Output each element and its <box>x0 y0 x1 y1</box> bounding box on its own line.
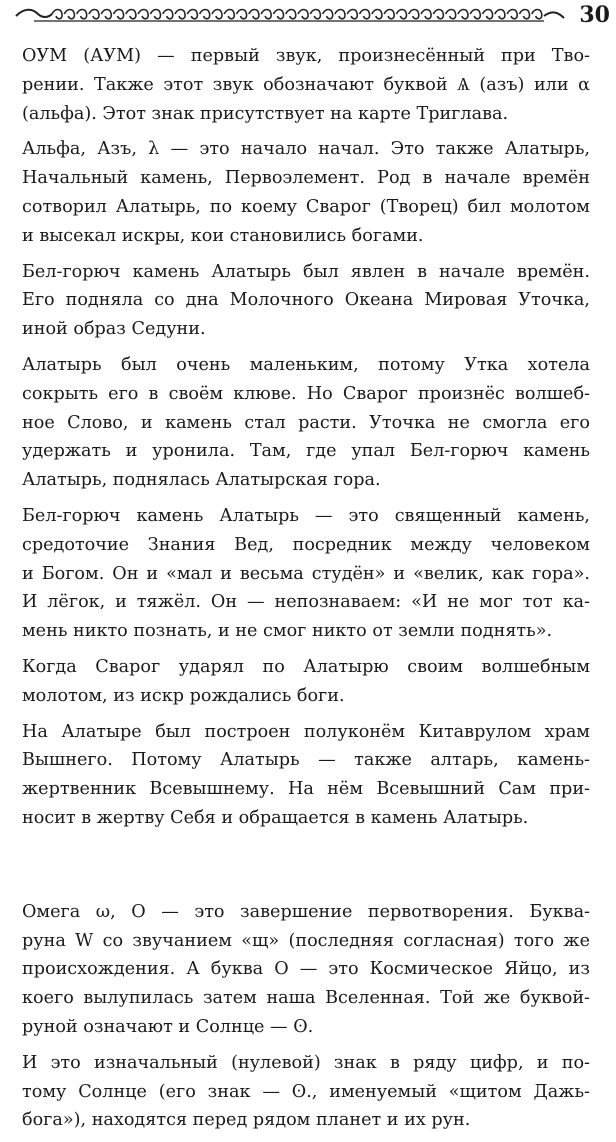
paragraph <box>22 135 590 250</box>
body-text <box>22 42 590 1142</box>
text-line: сокрыть его в своём клюве. Но Сварог произнёс волшеб- <box>22 383 590 404</box>
text-line: и высекал искры, кои становились богами. <box>22 225 424 246</box>
text-line: происхождения. А буква О — это Космическое Яйцо, из <box>22 959 590 980</box>
text-line: иной образ Седуни. <box>22 319 206 340</box>
text-line: мень никто познать, и не смог никто от земли поднять». <box>22 621 553 642</box>
text-line: удержать и уронила. Там, где упал Бел-горюч камень <box>22 441 590 462</box>
text-line: руной означают и Солнце — ʘ. <box>22 1016 314 1037</box>
text-line: и Богом. Он и «мал и весьма студён» и «велик, как гора». <box>22 563 590 584</box>
text-line: бога»), находятся перед рядом планет и их рун. <box>22 1110 471 1131</box>
text-line: Алатырь был очень маленьким, потому Утка хотела <box>22 354 590 375</box>
paragraph <box>22 258 590 344</box>
paragraph <box>22 351 590 495</box>
paragraph <box>22 42 590 128</box>
text-line: Начальный камень, Первоэлемент. Род в начале времён <box>22 168 590 189</box>
page-header <box>14 2 610 28</box>
text-line: сотворил Алатырь, по коему Сварог (Творец) бил молотом <box>22 196 590 217</box>
text-line: (альфа). Этот знак присутствует на карте Триглава. <box>22 103 509 124</box>
text-line: средоточие Знания Вед, посредник между человеком <box>22 534 590 555</box>
paragraph <box>22 718 590 833</box>
text-line: жертвенник Всевышнему. На нём Всевышний Сам при- <box>22 779 590 800</box>
text-line: Бел-горюч камень Алатырь был явлен в начале времён. <box>22 261 590 282</box>
paragraph <box>22 653 590 711</box>
text-line: молотом, из искр рождались боги. <box>22 685 345 706</box>
text-line: И это изначальный (нулевой) знак в ряду цифр, и по- <box>22 1052 590 1073</box>
wave-ornament-icon <box>14 6 566 26</box>
paragraph <box>22 502 590 646</box>
text-line: И лёгок, и тяжёл. Он — непознаваем: «И не мог тот ка- <box>22 592 590 613</box>
text-line: Его подняла со дна Молочного Океана Мировая Уточка, <box>22 290 590 311</box>
text-line: ОУМ (АУМ) — первый звук, произнесённый при Тво- <box>22 46 590 66</box>
text-line: Вышнего. Потому Алатырь — также алтарь, камень- <box>22 750 590 771</box>
paragraph <box>22 1049 590 1135</box>
text-line: тому Солнце (его знак — ʘ., именуемый «щитом Дажь- <box>22 1081 590 1102</box>
text-line: Когда Сварог ударял по Алатырю своим волшебным <box>22 656 590 677</box>
text-line: Омега ω, О — это завершение первотворения. Буква- <box>22 901 590 922</box>
text-line: Альфа, Азъ, λ — это начало начал. Это также Алатырь, <box>22 139 590 160</box>
text-line: ное Слово, и камень стал расти. Уточка не смогла его <box>22 412 590 433</box>
section-gap <box>22 840 590 898</box>
text-line: коего вылупилась затем наша Вселенная. Той же буквой- <box>22 988 590 1009</box>
text-line: носит в жертву Себя и обращается в камень Алатырь. <box>22 807 529 828</box>
paragraph <box>22 898 590 1042</box>
text-line: Бел-горюч камень Алатырь — это священный камень, <box>22 505 590 526</box>
text-line: Алатырь, поднялась Алатырская гора. <box>22 470 381 491</box>
text-line: руна W со звучанием «щ» (последняя согласная) того же <box>22 930 590 951</box>
page-number: 30 <box>579 2 610 28</box>
text-line: На Алатыре был построен полуконём Китаврулом храм <box>22 721 590 742</box>
text-line: рении. Также этот звук обозначают буквой Ѧ (азъ) или α <box>22 74 590 95</box>
